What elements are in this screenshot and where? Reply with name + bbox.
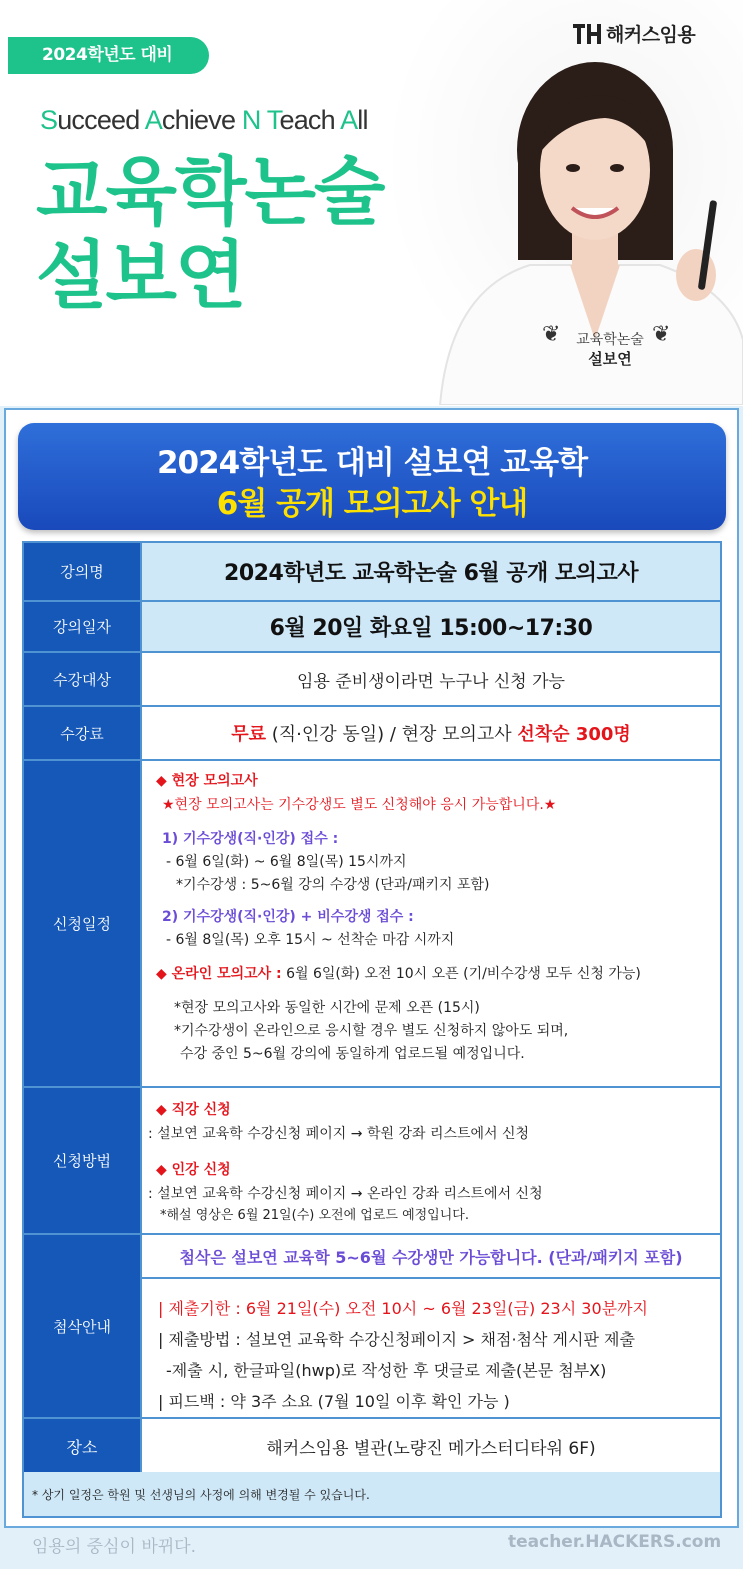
banner-line-1: 2024학년도 대비 설보연 교육학 [156,445,588,481]
step2-title: 2) 기수강생(직·인강) + 비수강생 접수 : [162,909,414,925]
online-title: ◆ 온라인 모의고사 : [156,966,282,982]
correction-method-note: -제출 시, 한글파일(hwp)로 작성한 후 댓글로 제출(본문 첨부X) [166,1361,607,1380]
date-value: 6월 20일 화요일 15:00~17:30 [142,602,720,651]
correction-content [142,1279,720,1417]
page-title [36,150,383,318]
online-note-2: *기수강생이 온라인으로 응시할 경우 별도 신청하지 않아도 되며, [174,1023,569,1039]
correction-method: | 제출방법 : 설보연 교육학 수강신청페이지 > 채점·첨삭 게시판 제출 [158,1330,635,1349]
fee-value [142,707,720,759]
online-apply-note: *해설 영상은 6월 21일(수) 오전에 업로드 예정입니다. [160,1208,469,1223]
wreath-left-icon: ❦ [542,322,561,347]
online-note-1: *현장 모의고사와 동일한 시간에 문제 오픈 (15시) [174,1000,480,1016]
online-line [156,964,641,984]
schedule-content [142,761,641,1064]
target-value: 임용 준비생이라면 누구나 신청 가능 [297,671,565,692]
apply-content [142,1088,543,1226]
direct-text: : 설보연 교육학 수강신청 페이지 → 학원 강좌 리스트에서 신청 [148,1126,530,1142]
table-row-apply [24,1088,720,1235]
table-row-target [24,653,720,707]
direct-title: ◆ 직강 신청 [156,1102,231,1118]
apply-value [142,1088,720,1233]
table-row-place [24,1419,720,1473]
fee-middle: (직·인강 동일) / 현장 모의고사 [265,724,518,745]
step1-title: 1) 기수강생(직·인강) 접수 : [162,831,339,847]
step1-line1: - 6월 6일(화) ~ 6월 8일(목) 15시까지 [166,854,407,870]
title-line-2: 설보연 [36,233,245,319]
table-row-schedule [24,761,720,1088]
info-table [22,541,722,1475]
instructor-name: 설보연 [588,350,632,368]
slogan: Succeed Achieve N Teach All [40,105,368,135]
footer-url-link[interactable]: teacher.HACKERS.com [508,1532,722,1552]
fee-free: 무료 [231,724,266,745]
logo-text: 해커스임용 [606,24,696,46]
place-label: 장소 [24,1419,142,1473]
wreath-right-icon: ❦ [652,322,671,347]
course-value: 2024학년도 교육학논술 6월 공개 모의고사 [142,543,720,600]
year-badge: 2024학년도 대비 [8,37,209,74]
instructor-subject: 교육학논술 [576,332,644,348]
table-row-date [24,602,720,653]
step1-line2: *기수강생 : 5~6월 강의 수강생 (단과/패키지 포함) [176,877,490,893]
table-row-correction [24,1235,720,1419]
online-note-3: 수강 중인 5~6월 강의에 동일하게 업로드될 예정입니다. [180,1046,525,1062]
disclaimer-note: * 상기 일정은 학원 및 선생님의 사정에 의해 변경될 수 있습니다. [22,1472,722,1518]
correction-value [142,1235,720,1417]
schedule-value [142,761,720,1086]
online-text: 6월 6일(화) 오전 10시 오픈 (기/비수강생 모두 신청 가능) [281,966,641,982]
apply-label: 신청방법 [24,1088,142,1233]
fee-limit: 선착순 300명 [517,724,631,745]
hero-section [0,0,743,405]
onsite-note: ★현장 모의고사는 기수강생도 별도 신청해야 응시 가능합니다.★ [162,797,557,813]
correction-deadline: | 제출기한 : 6월 21일(수) 오전 10시 ~ 6월 23일(금) 23시 30분까지 [158,1299,649,1318]
footer-slogan: 임용의 중심이 바뀌다. [32,1537,197,1557]
correction-feedback: | 피드백 : 약 3주 소요 (7월 10일 이후 확인 가능 ) [158,1392,510,1411]
notice-banner [18,423,726,530]
online-apply-title: ◆ 인강 신청 [156,1162,231,1178]
title-line-1: 교육학논술 [36,149,384,235]
date-label: 강의일자 [24,602,142,651]
onsite-title: ◆ 현장 모의고사 [156,773,258,789]
step2-line1: - 6월 8일(목) 오후 15시 ~ 선착순 마감 시까지 [166,932,455,948]
place-value: 해커스임용 별관(노량진 메가스터디타워 6F) [266,1438,596,1459]
target-label: 수강대상 [24,653,142,705]
correction-headline: 첨삭은 설보연 교육학 5~6월 수강생만 가능합니다. (단과/패키지 포함) [142,1235,720,1279]
banner-line-2: 6월 공개 모의고사 안내 [216,486,528,522]
schedule-label: 신청일정 [24,761,142,1086]
fee-label: 수강료 [24,707,142,759]
correction-label: 첨삭안내 [24,1235,142,1417]
course-label: 강의명 [24,543,142,600]
table-row-fee [24,707,720,761]
online-apply-text: : 설보연 교육학 수강신청 페이지 → 온라인 강좌 리스트에서 신청 [148,1186,543,1202]
table-row-course [24,543,720,602]
